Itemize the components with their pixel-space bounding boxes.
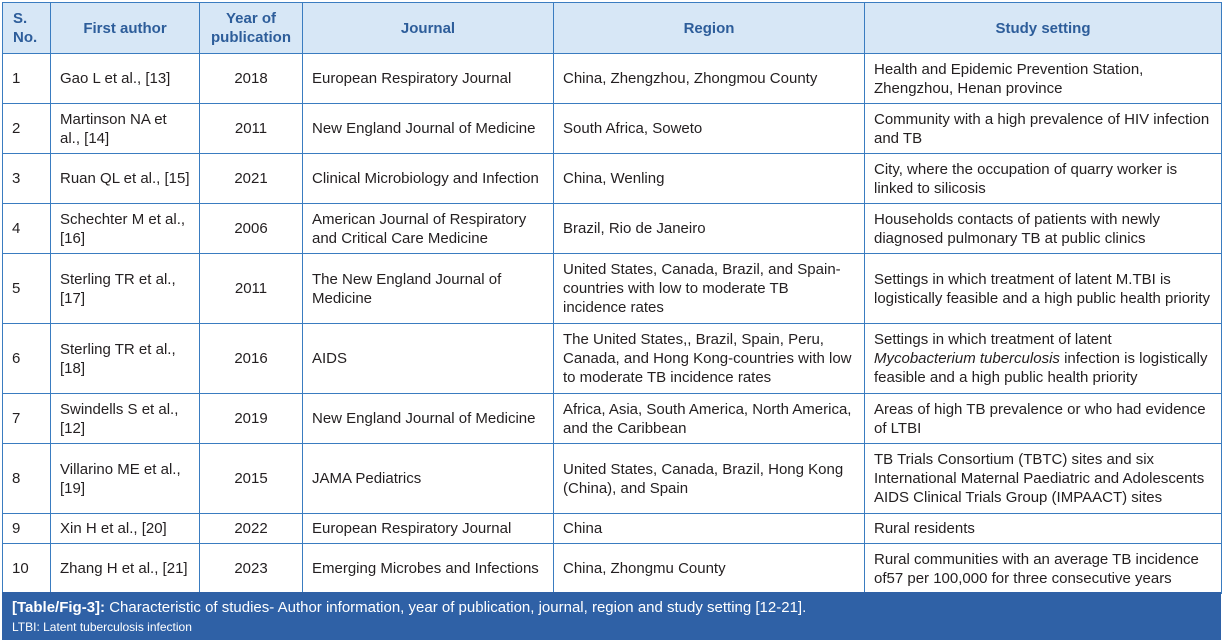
table-row (3, 254, 1222, 324)
cell-author: Ruan QL et al., [15] (51, 154, 200, 204)
cell-setting (865, 324, 1222, 394)
cell-author: Swindells S et al., [12] (51, 394, 200, 444)
table-caption (2, 592, 1221, 640)
cell-sno: 8 (3, 444, 51, 514)
table-row (3, 394, 1222, 444)
cell-region: China (554, 514, 865, 544)
cell-setting: Rural residents (865, 514, 1222, 544)
cell-year: 2011 (200, 104, 303, 154)
cell-setting: Households contacts of patients with newly diagnosed pulmonary TB at public clinics (865, 204, 1222, 254)
table-row (3, 444, 1222, 514)
cell-setting: City, where the occupation of quarry worker is linked to silicosis (865, 154, 1222, 204)
cell-sno: 6 (3, 324, 51, 394)
header-setting: Study setting (865, 3, 1222, 54)
table-row (3, 54, 1222, 104)
cell-region: Africa, Asia, South America, North America, and the Caribbean (554, 394, 865, 444)
header-year: Year of publication (200, 3, 303, 54)
header-row (3, 3, 1222, 54)
caption-tag: [Table/Fig-3]: (12, 599, 106, 616)
cell-journal: American Journal of Respiratory and Critical Care Medicine (303, 204, 554, 254)
setting-text-pre: Settings in which treatment of latent (874, 331, 1112, 348)
study-characteristics-table (2, 2, 1222, 594)
cell-year: 2015 (200, 444, 303, 514)
cell-author: Gao L et al., [13] (51, 54, 200, 104)
caption-text: Characteristic of studies- Author information, year of publication, journal, region and study setting [12-21]. (105, 599, 807, 616)
cell-author: Martinson NA et al., [14] (51, 104, 200, 154)
cell-sno: 3 (3, 154, 51, 204)
cell-author: Sterling TR et al., [17] (51, 254, 200, 324)
cell-region: South Africa, Soweto (554, 104, 865, 154)
cell-journal: European Respiratory Journal (303, 54, 554, 104)
cell-region: United States, Canada, Brazil, and Spain-countries with low to moderate TB incidence rates (554, 254, 865, 324)
cell-region: United States, Canada, Brazil, Hong Kong (China), and Spain (554, 444, 865, 514)
cell-journal: Clinical Microbiology and Infection (303, 154, 554, 204)
cell-setting: Rural communities with an average TB incidence of57 per 100,000 for three consecutive years (865, 544, 1222, 594)
cell-region: The United States,, Brazil, Spain, Peru, Canada, and Hong Kong-countries with low to moderate TB incidence rates (554, 324, 865, 394)
cell-region: China, Wenling (554, 154, 865, 204)
setting-text-post: infection is logistically feasible and a high public health priority (874, 350, 1208, 386)
cell-journal: JAMA Pediatrics (303, 444, 554, 514)
cell-region: China, Zhengzhou, Zhongmou County (554, 54, 865, 104)
header-sno: S. No. (3, 3, 51, 54)
table-row (3, 324, 1222, 394)
cell-setting: Areas of high TB prevalence or who had evidence of LTBI (865, 394, 1222, 444)
table-container (2, 2, 1221, 594)
cell-year: 2018 (200, 54, 303, 104)
header-author: First author (51, 3, 200, 54)
cell-sno: 5 (3, 254, 51, 324)
table-row (3, 154, 1222, 204)
cell-year: 2006 (200, 204, 303, 254)
cell-sno: 2 (3, 104, 51, 154)
cell-journal: The New England Journal of Medicine (303, 254, 554, 324)
table-row (3, 514, 1222, 544)
cell-sno: 1 (3, 54, 51, 104)
cell-year: 2016 (200, 324, 303, 394)
cell-year: 2022 (200, 514, 303, 544)
cell-author: Xin H et al., [20] (51, 514, 200, 544)
header-journal: Journal (303, 3, 554, 54)
cell-journal: New England Journal of Medicine (303, 394, 554, 444)
table-row (3, 204, 1222, 254)
cell-year: 2021 (200, 154, 303, 204)
table-row (3, 104, 1222, 154)
setting-text-italic: Mycobacterium tuberculosis (874, 350, 1060, 367)
cell-sno: 7 (3, 394, 51, 444)
cell-journal: European Respiratory Journal (303, 514, 554, 544)
cell-sno: 10 (3, 544, 51, 594)
caption-line (12, 597, 1211, 618)
cell-journal: New England Journal of Medicine (303, 104, 554, 154)
cell-year: 2023 (200, 544, 303, 594)
cell-region: Brazil, Rio de Janeiro (554, 204, 865, 254)
cell-journal: AIDS (303, 324, 554, 394)
cell-setting: Health and Epidemic Prevention Station, Zhengzhou, Henan province (865, 54, 1222, 104)
header-region: Region (554, 3, 865, 54)
cell-region: China, Zhongmu County (554, 544, 865, 594)
table-row (3, 544, 1222, 594)
cell-author: Sterling TR et al., [18] (51, 324, 200, 394)
cell-journal: Emerging Microbes and Infections (303, 544, 554, 594)
cell-setting: Settings in which treatment of latent M.TBI is logistically feasible and a high public health priority (865, 254, 1222, 324)
cell-author: Villarino ME et al., [19] (51, 444, 200, 514)
cell-setting: TB Trials Consortium (TBTC) sites and six International Maternal Paediatric and Adolescents AIDS Clinical Trials Group (IMPAACT) sites (865, 444, 1222, 514)
cell-sno: 4 (3, 204, 51, 254)
cell-author: Zhang H et al., [21] (51, 544, 200, 594)
cell-author: Schechter M et al., [16] (51, 204, 200, 254)
cell-year: 2011 (200, 254, 303, 324)
cell-sno: 9 (3, 514, 51, 544)
cell-setting: Community with a high prevalence of HIV infection and TB (865, 104, 1222, 154)
cell-year: 2019 (200, 394, 303, 444)
caption-footnote: LTBI: Latent tuberculosis infection (12, 620, 192, 634)
